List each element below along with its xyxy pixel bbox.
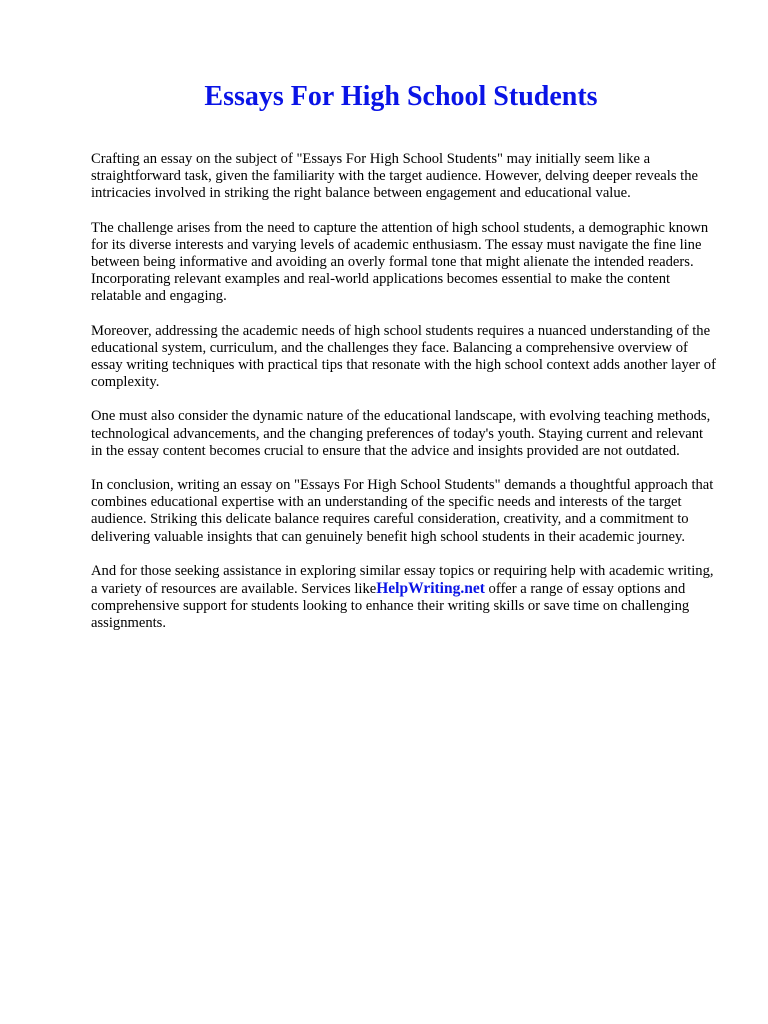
paragraph-1: Crafting an essay on the subject of "Essays For High School Students" may initially seem like a straightforward task, given the familiarity with the target audience. However, delving deeper reveals the intricacies involved in striking the right balance between engagement and educational value. — [91, 151, 698, 202]
helpwriting-link[interactable]: HelpWriting.net — [376, 580, 485, 598]
paragraph-2: The challenge arises from the need to capture the attention of high school students, a demographic known for its diverse interests and varying levels of academic enthusiasm. The essay must navigate the fine line between being informative and avoiding an overly formal tone that might alienate the intended readers. Incorporating relevant examples and real-world applications becomes essential to make the content relatable and engaging. — [91, 219, 709, 305]
paragraph-3: Moreover, addressing the academic needs of high school students requires a nuanced understanding of the educational system, curriculum, and the challenges they face. Balancing a comprehensive overview of essay writing techniques with practical tips that resonate with the high school context adds another layer of complexity. — [91, 322, 716, 391]
paragraph-6-after-link: offer a range of essay options and comprehensive support for students looking to enhance their writing skills or save time on challenging assignments. — [91, 581, 690, 632]
paragraph-4: One must also consider the dynamic nature of the educational landscape, with evolving teaching methods, technological advancements, and the changing preferences of today's youth. Staying current and relevant in the essay content becomes crucial to ensure that the advice and insights provided are not outdated. — [91, 408, 711, 459]
paragraph-6 — [91, 563, 717, 633]
document-title: Essays For High School Students — [204, 81, 598, 112]
paragraph-5: In conclusion, writing an essay on "Essays For High School Students" demands a thoughtful approach that combines educational expertise with an understanding of the specific needs and interests of the target audience. Striking this delicate balance requires careful consideration, creativity, and a commitment to delivering valuable insights that can genuinely benefit high school students in their academic journey. — [91, 477, 714, 545]
paragraph-6-before-link: And for those seeking assistance in exploring similar essay topics or requiring help with academic writing, a variety of resources are available. Services like — [91, 562, 714, 598]
